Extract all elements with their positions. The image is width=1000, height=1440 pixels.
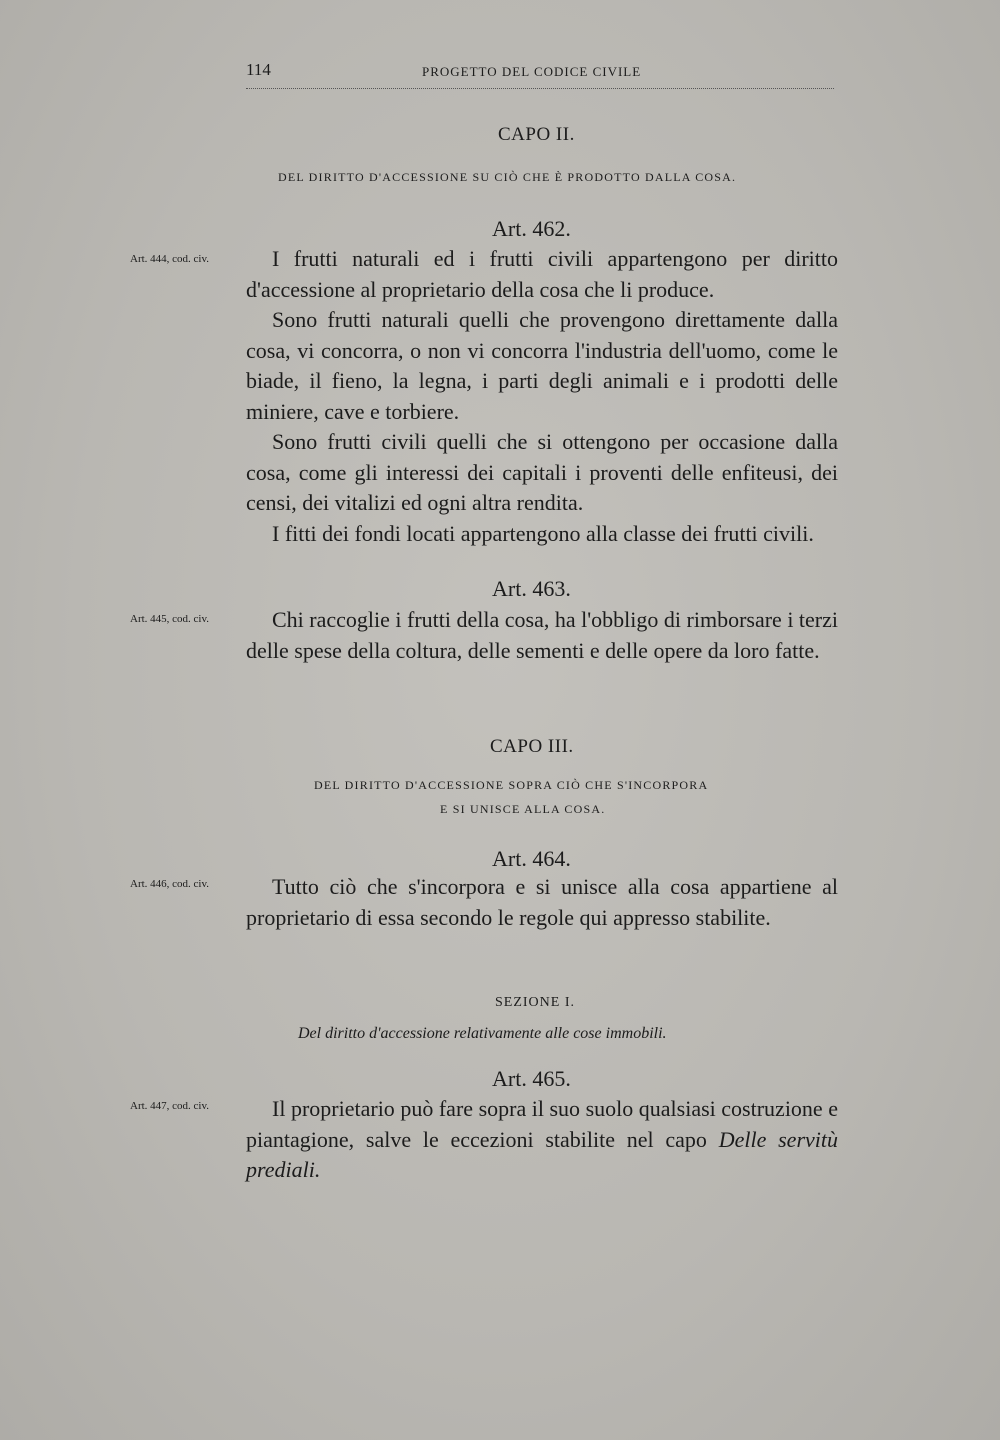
art462-paragraph-4: I fitti dei fondi locati appartengono alla classe dei frutti civili. [272, 520, 814, 546]
art463-heading: Art. 463. [492, 576, 571, 601]
art465-text: Il proprietario può fare sopra il suo suolo qualsiasi costruzione e piantagione, salve le eccezioni stabilite nel capo [246, 1096, 838, 1152]
art464-body [246, 872, 838, 933]
art462-paragraph-3: Sono frutti civili quelli che si ottengono per occasione dalla cosa, come gli interessi dei capitali i proventi delle enfiteusi, dei censi, dei vitalizi ed ogni altra rendita. [246, 429, 838, 515]
sezione1-title: SEZIONE I. [495, 995, 575, 1010]
art463-paragraph-1: Chi raccoglie i frutti della cosa, ha l'obbligo di rimborsare i terzi delle spese della coltura, delle sementi e delle opere da loro fatte. [246, 607, 839, 663]
art462-paragraph-2: Sono frutti naturali quelli che provengono direttamente dalla cosa, vi concorra, o non vi concorra l'industria dell'uomo, come le biade, il fieno, la legna, i parti degli animali e i prodotti delle miniere, cave e torbiere. [246, 307, 838, 424]
art462-body [246, 244, 838, 549]
capo3-subtitle-line1: DEL DIRITTO D'ACCESSIONE SOPRA CIÒ CHE S'INCORPORA [314, 778, 709, 792]
capo3-subtitle-line2: E SI UNISCE ALLA COSA. [440, 802, 606, 816]
capo2-title: CAPO II. [498, 124, 575, 145]
art462-paragraph-1: I frutti naturali ed i frutti civili appartengono per diritto d'accessione al proprietario della cosa che li produce. [246, 246, 838, 302]
art465-margin-ref: Art. 447, cod. civ. [130, 1100, 210, 1112]
page-header [246, 58, 834, 89]
running-title: PROGETTO DEL CODICE CIVILE [422, 64, 642, 79]
sezione1-subtitle: Del diritto d'accessione relativamente alle cose immobili. [298, 1025, 667, 1042]
art465-heading: Art. 465. [492, 1066, 571, 1091]
art462-margin-ref: Art. 444, cod. civ. [130, 253, 210, 265]
art464-heading: Art. 464. [492, 846, 571, 871]
page-number: 114 [246, 60, 271, 79]
art464-margin-ref: Art. 446, cod. civ. [130, 878, 210, 890]
capo3-title: CAPO III. [490, 736, 574, 757]
art464-paragraph-1: Tutto ciò che s'incorpora e si unisce alla cosa appartiene al proprietario di essa secondo le regole qui appresso stabilite. [246, 874, 838, 930]
art463-body [246, 605, 838, 666]
art463-margin-ref: Art. 445, cod. civ. [130, 613, 210, 625]
art465-italic-ref: Delle servitù prediali. [246, 1126, 838, 1182]
art462-heading: Art. 462. [492, 216, 571, 241]
art465-body [246, 1094, 838, 1186]
capo2-subtitle: DEL DIRITTO D'ACCESSIONE SU CIÒ CHE È PRODOTTO DALLA COSA. [278, 170, 737, 184]
art465-paragraph-1 [246, 1094, 838, 1186]
